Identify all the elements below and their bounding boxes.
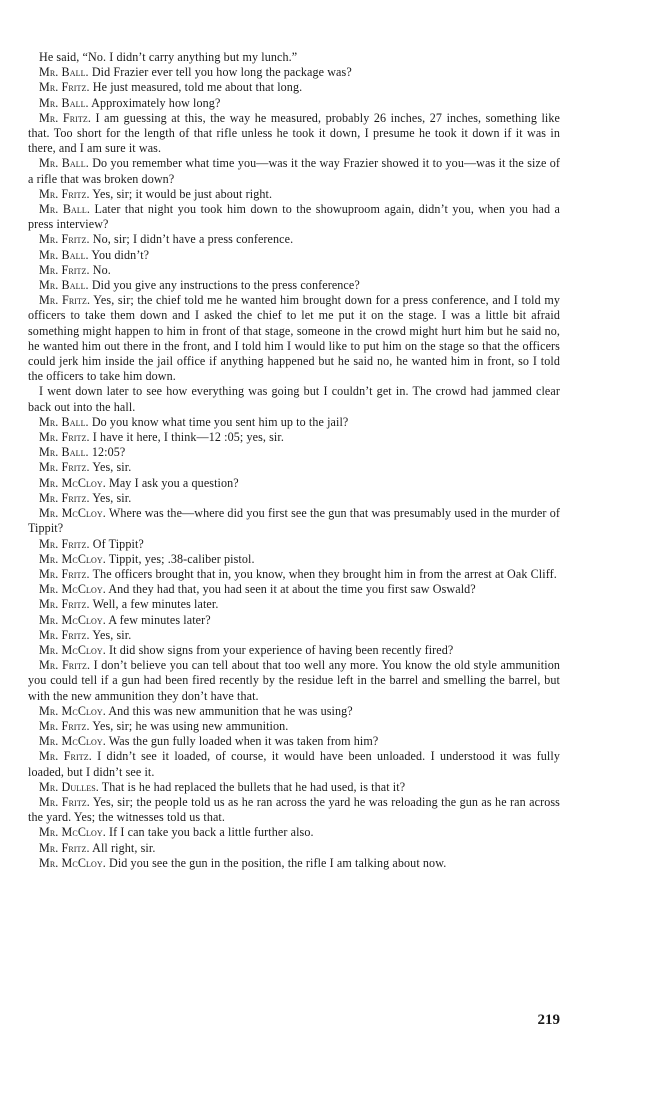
testimony-paragraph xyxy=(28,597,560,612)
speaker-name: Mr. Fritz. xyxy=(39,749,92,764)
speaker-name: Mr. Ball. xyxy=(39,414,89,429)
testimony-paragraph xyxy=(28,65,560,80)
speech-text: I don’t believe you can tell about that too well any more. You know the old style ammunition you could tell if a gun had been fired recently by the residue left in the barrel and smelling the barrel, but with the new ammunition they don’t have that. xyxy=(28,658,560,703)
testimony-paragraph xyxy=(28,841,560,856)
speech-text: A few minutes later? xyxy=(108,612,211,627)
speaker-name: Mr. Fritz. xyxy=(39,658,91,673)
testimony-paragraph xyxy=(28,795,560,825)
speech-text: That is he had replaced the bullets that he had used, is that it? xyxy=(101,779,406,794)
speech-text: Do you know what time you sent him up to the jail? xyxy=(91,414,349,429)
speaker-name: Mr. Dulles. xyxy=(39,779,99,794)
speaker-name: Mr. Fritz. xyxy=(39,566,90,581)
testimony-paragraph xyxy=(28,506,560,536)
speaker-name: Mr. McCloy. xyxy=(39,703,106,718)
speaker-name: Mr. Ball. xyxy=(39,278,89,293)
speech-text: No. xyxy=(92,262,111,277)
testimony-paragraph xyxy=(28,248,560,263)
testimony-paragraph xyxy=(28,476,560,491)
speech-text: Tippit, yes; .38-caliber pistol. xyxy=(108,551,255,566)
testimony-paragraph xyxy=(28,567,560,582)
speaker-name: Mr. Fritz. xyxy=(39,232,90,247)
testimony-text xyxy=(28,50,560,871)
speaker-name: Mr. Fritz. xyxy=(39,293,91,308)
speaker-name: Mr. Fritz. xyxy=(39,262,90,277)
testimony-paragraph xyxy=(28,187,560,202)
speaker-name: Mr. Fritz. xyxy=(39,627,90,642)
speaker-name: Mr. Fritz. xyxy=(39,718,90,733)
speech-text: I went down later to see how everything was going but I couldn’t get in. The crowd had jammed clear back out into the hall. xyxy=(28,384,560,414)
speech-text: I am guessing at this, the way he measured, probably 26 inches, 27 inches, something like that. Too short for the length of that rifle unless he took it down, I presume he took it down if it was in there, and I am sure it was. xyxy=(28,110,561,156)
speaker-name: Mr. Fritz. xyxy=(39,794,90,809)
speaker-name: Mr. McCloy. xyxy=(39,551,106,566)
speaker-name: Mr. McCloy. xyxy=(39,734,106,749)
speaker-name: Mr. Fritz. xyxy=(39,840,90,855)
testimony-paragraph xyxy=(28,460,560,475)
page-number: 219 xyxy=(537,1012,560,1028)
speech-text: Yes, sir; the chief told me he wanted him brought down for a press conference, and I told my officers to take them down and I asked the chief to let me put it on the stage. I was a little bit afraid something might happen to him in front of that stage, someone in the crowd might hurt him but he said no, he wanted him out there in the front, and I told him I would like to put him on the stage so that the officers could jerk him inside the jail office if anything happened but he said no, he wanted him in front, so I told the officers to take him down. xyxy=(28,293,560,384)
speech-text: The officers brought that in, you know, when they brought him in from the arrest at Oak Cliff. xyxy=(92,566,557,581)
testimony-paragraph xyxy=(28,780,560,795)
speech-text: Where was the—where did you first see the gun that was presumably used in the murder of Tippit? xyxy=(28,506,560,536)
testimony-paragraph xyxy=(28,415,560,430)
speaker-name: Mr. Fritz. xyxy=(39,430,90,445)
speech-text: Yes, sir. xyxy=(92,460,132,475)
speech-text: He just measured, told me about that long. xyxy=(92,80,303,95)
testimony-paragraph xyxy=(28,445,560,460)
testimony-paragraph xyxy=(28,202,560,232)
speech-text: He said, “No. I didn’t carry anything but my lunch.” xyxy=(39,50,298,64)
speech-text: All right, sir. xyxy=(92,840,156,855)
speaker-name: Mr. Fritz. xyxy=(39,460,90,475)
speaker-name: Mr. McCloy. xyxy=(39,612,106,627)
speaker-name: Mr. Fritz. xyxy=(39,186,90,201)
testimony-paragraph xyxy=(28,749,560,779)
speaker-name: Mr. Ball. xyxy=(39,65,89,80)
speech-text: I have it here, I think—12 :05; yes, sir. xyxy=(92,430,284,445)
speaker-name: Mr. Ball. xyxy=(39,156,89,171)
testimony-paragraph xyxy=(28,856,560,871)
speech-text: Of Tippit? xyxy=(92,536,144,551)
speech-text: Yes, sir; he was using new ammunition. xyxy=(92,718,289,733)
speech-text: It did show signs from your experience of having been recently fired? xyxy=(108,642,454,657)
speech-text: Do you remember what time you—was it the way Frazier showed it to you—was it the size of a rifle that was broken down? xyxy=(28,156,561,186)
speaker-name: Mr. Fritz. xyxy=(39,536,90,551)
speech-text: Yes, sir; it would be just about right. xyxy=(92,186,273,201)
speech-text: Was the gun fully loaded when it was taken from him? xyxy=(108,734,379,749)
speech-text: No, sir; I didn’t have a press conference. xyxy=(92,232,294,247)
speaker-name: Mr. Fritz. xyxy=(39,110,92,125)
testimony-paragraph xyxy=(28,293,560,384)
testimony-paragraph xyxy=(28,643,560,658)
speaker-name: Mr. McCloy. xyxy=(39,475,106,490)
testimony-paragraph xyxy=(28,232,560,247)
testimony-paragraph xyxy=(28,156,560,186)
speaker-name: Mr. Ball. xyxy=(39,202,91,217)
testimony-paragraph xyxy=(28,613,560,628)
testimony-paragraph xyxy=(28,111,560,157)
testimony-paragraph xyxy=(28,80,560,95)
testimony-paragraph xyxy=(28,704,560,719)
speech-text: May I ask you a question? xyxy=(108,475,239,490)
speech-text: Did you see the gun in the position, the rifle I am talking about now. xyxy=(108,855,447,870)
speech-text: 12:05? xyxy=(91,445,126,460)
testimony-paragraph xyxy=(28,628,560,643)
testimony-paragraph xyxy=(28,96,560,111)
testimony-paragraph xyxy=(28,582,560,597)
testimony-paragraph xyxy=(28,719,560,734)
testimony-paragraph xyxy=(28,50,560,65)
speech-text: Approximately how long? xyxy=(91,95,221,110)
testimony-paragraph xyxy=(28,384,560,414)
testimony-paragraph xyxy=(28,552,560,567)
testimony-paragraph xyxy=(28,430,560,445)
speaker-name: Mr. McCloy. xyxy=(39,855,106,870)
testimony-paragraph xyxy=(28,734,560,749)
speech-text: Yes, sir. xyxy=(92,627,132,642)
speaker-name: Mr. Fritz. xyxy=(39,490,90,505)
testimony-paragraph xyxy=(28,278,560,293)
testimony-paragraph xyxy=(28,658,560,704)
speaker-name: Mr. Fritz. xyxy=(39,80,90,95)
speech-text: If I can take you back a little further also. xyxy=(108,825,314,840)
speech-text: Well, a few minutes later. xyxy=(92,597,219,612)
speech-text: I didn’t see it loaded, of course, it would have been unloaded. I understood it was fully loaded, but I didn’t see it. xyxy=(28,749,560,779)
speaker-name: Mr. Ball. xyxy=(39,247,89,262)
speech-text: Did Frazier ever tell you how long the package was? xyxy=(91,65,352,80)
speech-text: And this was new ammunition that he was using? xyxy=(108,703,353,718)
testimony-paragraph xyxy=(28,537,560,552)
speech-text: Yes, sir. xyxy=(92,490,132,505)
speaker-name: Mr. McCloy. xyxy=(39,582,106,597)
speech-text: Later that night you took him down to the showuproom again, didn’t you, when you had a press interview? xyxy=(28,202,561,232)
speaker-name: Mr. McCloy. xyxy=(39,642,106,657)
speech-text: And they had that, you had seen it at about the time you first saw Oswald? xyxy=(108,582,476,597)
testimony-paragraph xyxy=(28,825,560,840)
testimony-paragraph xyxy=(28,263,560,278)
speaker-name: Mr. Fritz. xyxy=(39,597,90,612)
speech-text: Yes, sir; the people told us as he ran across the yard he was reloading the gun as he ran across the yard. Yes; the witnesses told us that. xyxy=(28,794,560,825)
speech-text: You didn’t? xyxy=(91,247,150,262)
speaker-name: Mr. McCloy. xyxy=(39,825,106,840)
testimony-paragraph xyxy=(28,491,560,506)
speaker-name: Mr. Ball. xyxy=(39,95,89,110)
speaker-name: Mr. McCloy. xyxy=(39,506,106,521)
speaker-name: Mr. Ball. xyxy=(39,445,89,460)
speech-text: Did you give any instructions to the press conference? xyxy=(91,278,360,293)
